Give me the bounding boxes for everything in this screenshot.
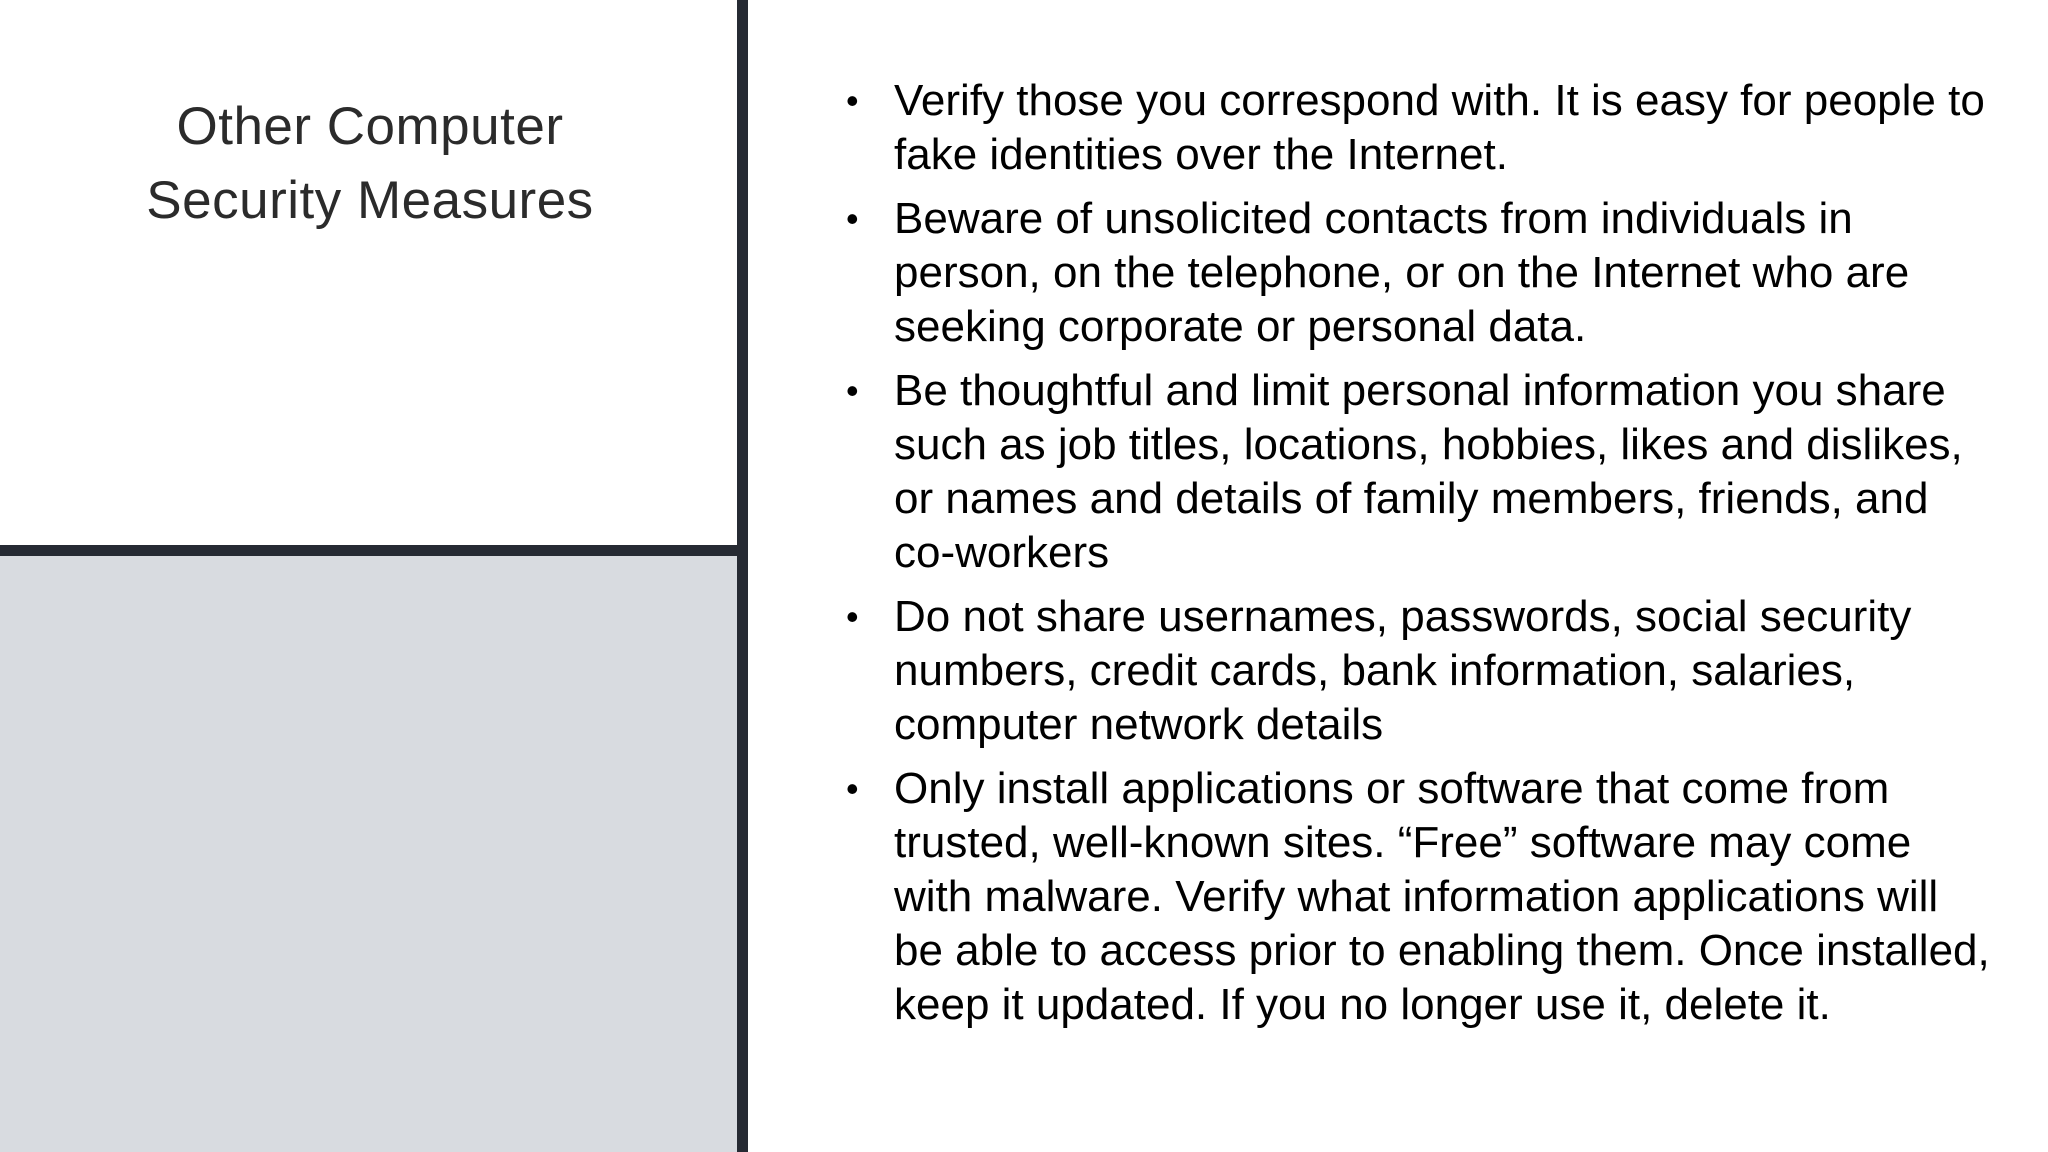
decorative-panel xyxy=(0,556,737,1152)
bullet-text: Do not share usernames, passwords, social security numbers, credit cards, bank information, salaries, computer network details xyxy=(894,592,1912,749)
slide-title xyxy=(60,90,680,238)
title-panel xyxy=(0,0,737,545)
slide-title-line-1: Other Computer xyxy=(176,97,564,156)
bullet-dot-icon: • xyxy=(846,198,859,239)
bullet-text: Beware of unsolicited contacts from individuals in person, on the telephone, or on the Internet who are seeking corporate or personal data. xyxy=(894,194,1910,351)
bullet-dot-icon: • xyxy=(846,370,859,411)
horizontal-divider xyxy=(0,545,737,556)
bullet-item-1 xyxy=(836,74,1996,182)
bullet-text: Verify those you correspond with. It is easy for people to fake identities over the Internet. xyxy=(894,76,1985,179)
vertical-divider xyxy=(737,0,748,1152)
bullet-dot-icon: • xyxy=(846,80,859,121)
bullet-item-2 xyxy=(836,192,1996,354)
bullet-item-4 xyxy=(836,590,1996,752)
bullet-dot-icon: • xyxy=(846,596,859,637)
bullet-list xyxy=(836,74,1996,1032)
bullet-item-5 xyxy=(836,762,1996,1032)
bullet-item-3 xyxy=(836,364,1996,580)
bullet-content xyxy=(836,74,1996,1042)
slide-title-line-2: Security Measures xyxy=(146,171,594,230)
bullet-dot-icon: • xyxy=(846,768,859,809)
bullet-text: Only install applications or software that come from trusted, well-known sites. “Free” software may come with malware. Verify what information applications will be able to access prior to enabling them. Once installed, keep it updated. If you no longer use it, delete it. xyxy=(894,764,1990,1029)
bullet-text: Be thoughtful and limit personal information you share such as job titles, locations, hobbies, likes and dislikes, or names and details of family members, friends, and co-workers xyxy=(894,366,1963,577)
